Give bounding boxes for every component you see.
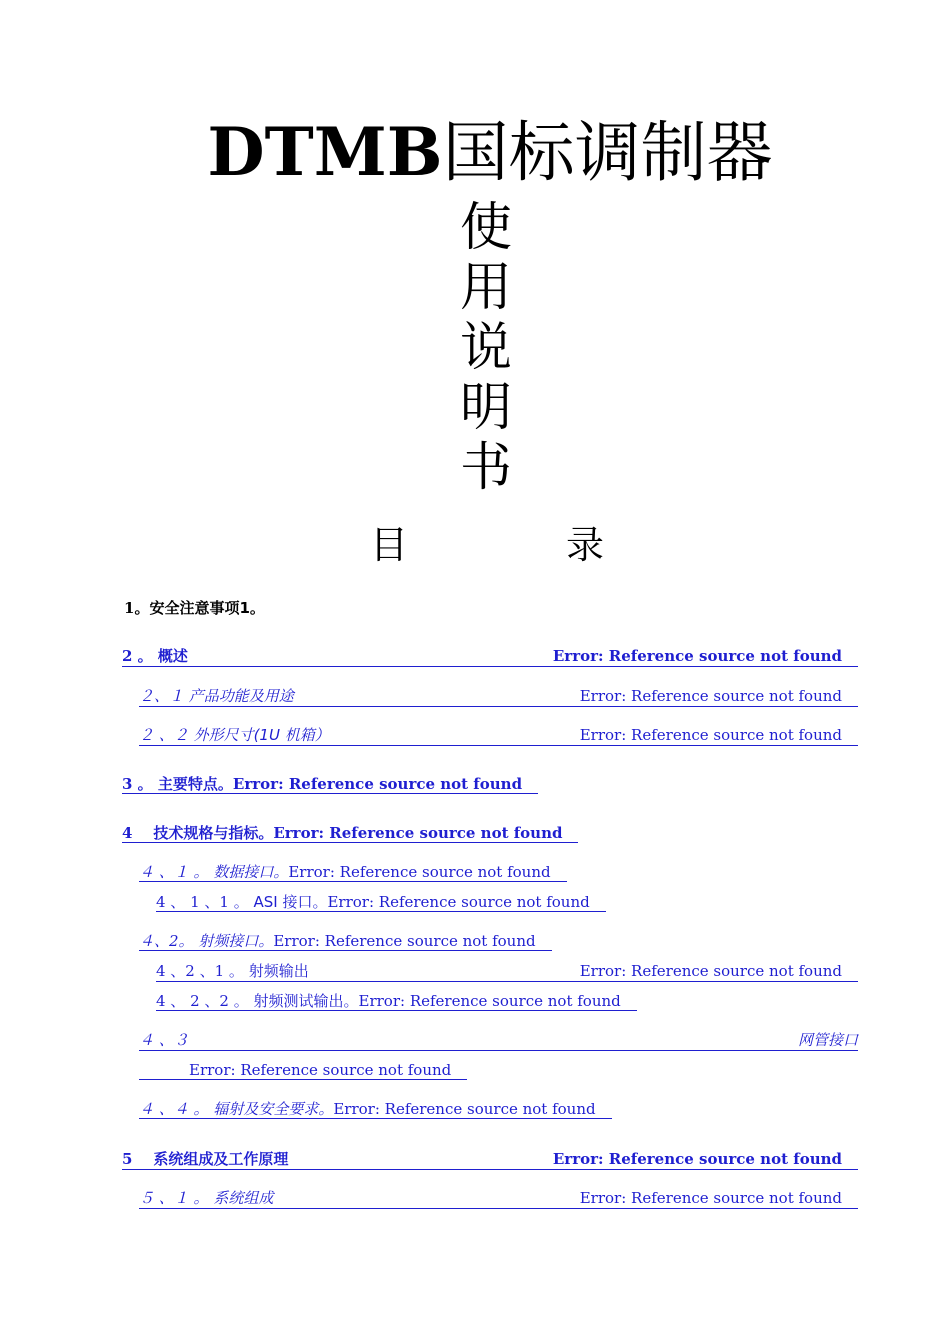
toc-entry-4-1-1[interactable] [156, 892, 606, 912]
subtitle-char: 书 [459, 438, 512, 498]
toc-heading-right: 录 [566, 523, 605, 567]
toc-entry-4-2-2[interactable] [156, 991, 637, 1011]
toc-entry-title: 辐射及安全要求。 [213, 1100, 334, 1118]
title-latin: DTMB [207, 113, 443, 191]
toc-entry-ref: Error: Reference source not found [288, 863, 551, 881]
toc-entry-number: 4 、 1 、1 。 [156, 893, 249, 911]
subtitle-char: 用 [459, 258, 512, 318]
toc-entry-number: 1 [124, 599, 135, 617]
toc-entry-ref: Error: Reference source not found [327, 893, 590, 911]
toc-entry-ref: Error: Reference source not found [579, 1189, 842, 1207]
toc-entry-ref: Error: Reference source not found [273, 932, 536, 950]
toc-entry-ref: Error: Reference source not found [273, 824, 563, 842]
toc-entry-number: 4 、 2 、2 。 [156, 992, 249, 1010]
toc-entry-1 [124, 598, 265, 618]
toc-entry-3[interactable] [122, 774, 538, 794]
toc-entry-2[interactable] [122, 646, 858, 667]
toc-entry-ref: Error: Reference source not found [579, 962, 842, 980]
toc-entry-title: 系统组成 [213, 1189, 274, 1207]
toc-entry-4-1[interactable] [139, 862, 567, 882]
toc-entry-number: 3 。 [122, 775, 153, 793]
toc-entry-number: ２ 、２ [139, 726, 189, 744]
toc-entry-5[interactable] [122, 1149, 858, 1170]
toc-entry-ref: Error: Reference source not found [333, 1100, 596, 1118]
toc-entry-ref: Error: Reference source not found [579, 687, 842, 705]
toc-entry-number: ５ 、１ 。 [139, 1189, 209, 1207]
toc-entry-2-1[interactable] [139, 686, 858, 707]
toc-entry-title: 系统组成及工作原理 [153, 1150, 289, 1168]
toc-entry-number: ４、2。 [139, 932, 194, 950]
toc-entry-5-1[interactable] [139, 1188, 858, 1209]
subtitle-char: 明 [459, 378, 512, 438]
toc-entry-4-3[interactable] [139, 1030, 858, 1051]
toc-entry-2-2[interactable] [139, 725, 858, 746]
toc-entry-title: 技术规格与指标。 [153, 824, 274, 842]
toc-entry-title: 主要特点。 [157, 775, 233, 793]
toc-entry-number: 4 、2 、1 。 [156, 962, 244, 980]
toc-entry-title: 概述 [157, 647, 188, 665]
toc-entry-ref: Error: Reference source not found [552, 1150, 842, 1168]
toc-heading-left: 目 [370, 523, 409, 567]
toc-entry-title: 射频输出 [248, 962, 309, 980]
toc-entry-number: 2 。 [122, 647, 153, 665]
toc-entry-4-2-1[interactable] [156, 961, 858, 982]
toc-entry-ref: Error: Reference source not found [579, 726, 842, 744]
toc-entry-number: 5 [122, 1150, 133, 1168]
toc-entry-4-4[interactable] [139, 1099, 612, 1119]
subtitle-char: 使 [459, 198, 512, 258]
toc-entry-ref: Error: Reference source not found [552, 647, 842, 665]
title-cjk: 国标调制器 [442, 114, 773, 191]
toc-entry-number: ２、１ [139, 687, 185, 705]
toc-entry-title: 射频接口。 [198, 932, 274, 950]
toc-entry-ref: Error: Reference source not found [232, 775, 523, 793]
toc-entry-ref: Error: Reference source not found [358, 992, 621, 1010]
toc-entry-number: ４ 、３ [139, 1031, 189, 1049]
toc-entry-4-2[interactable] [139, 931, 552, 951]
toc-entry-number: 4 [122, 824, 133, 842]
subtitle-char: 说 [459, 318, 512, 378]
toc-entry-4[interactable] [122, 823, 578, 843]
toc-entry-4-3-ref-line[interactable] [139, 1060, 467, 1080]
toc-entry-title: 。安全注意事项1。 [134, 599, 265, 617]
document-title [0, 112, 950, 193]
toc-entry-number: ４ 、１ 。 [139, 863, 209, 881]
toc-entry-title: 射频测试输出。 [253, 992, 359, 1010]
toc-entry-number: ４ 、４ 。 [139, 1100, 209, 1118]
toc-entry-ref: Error: Reference source not found [139, 1061, 467, 1080]
toc-entry-title: ASI 接口。 [253, 893, 328, 911]
toc-entry-title: 数据接口。 [213, 863, 289, 881]
toc-entry-title: 产品功能及用途 [188, 687, 294, 705]
toc-entry-title: 外形尺寸(1U 机箱） [193, 726, 330, 744]
toc-entry-title: 网管接口 [797, 1031, 858, 1049]
